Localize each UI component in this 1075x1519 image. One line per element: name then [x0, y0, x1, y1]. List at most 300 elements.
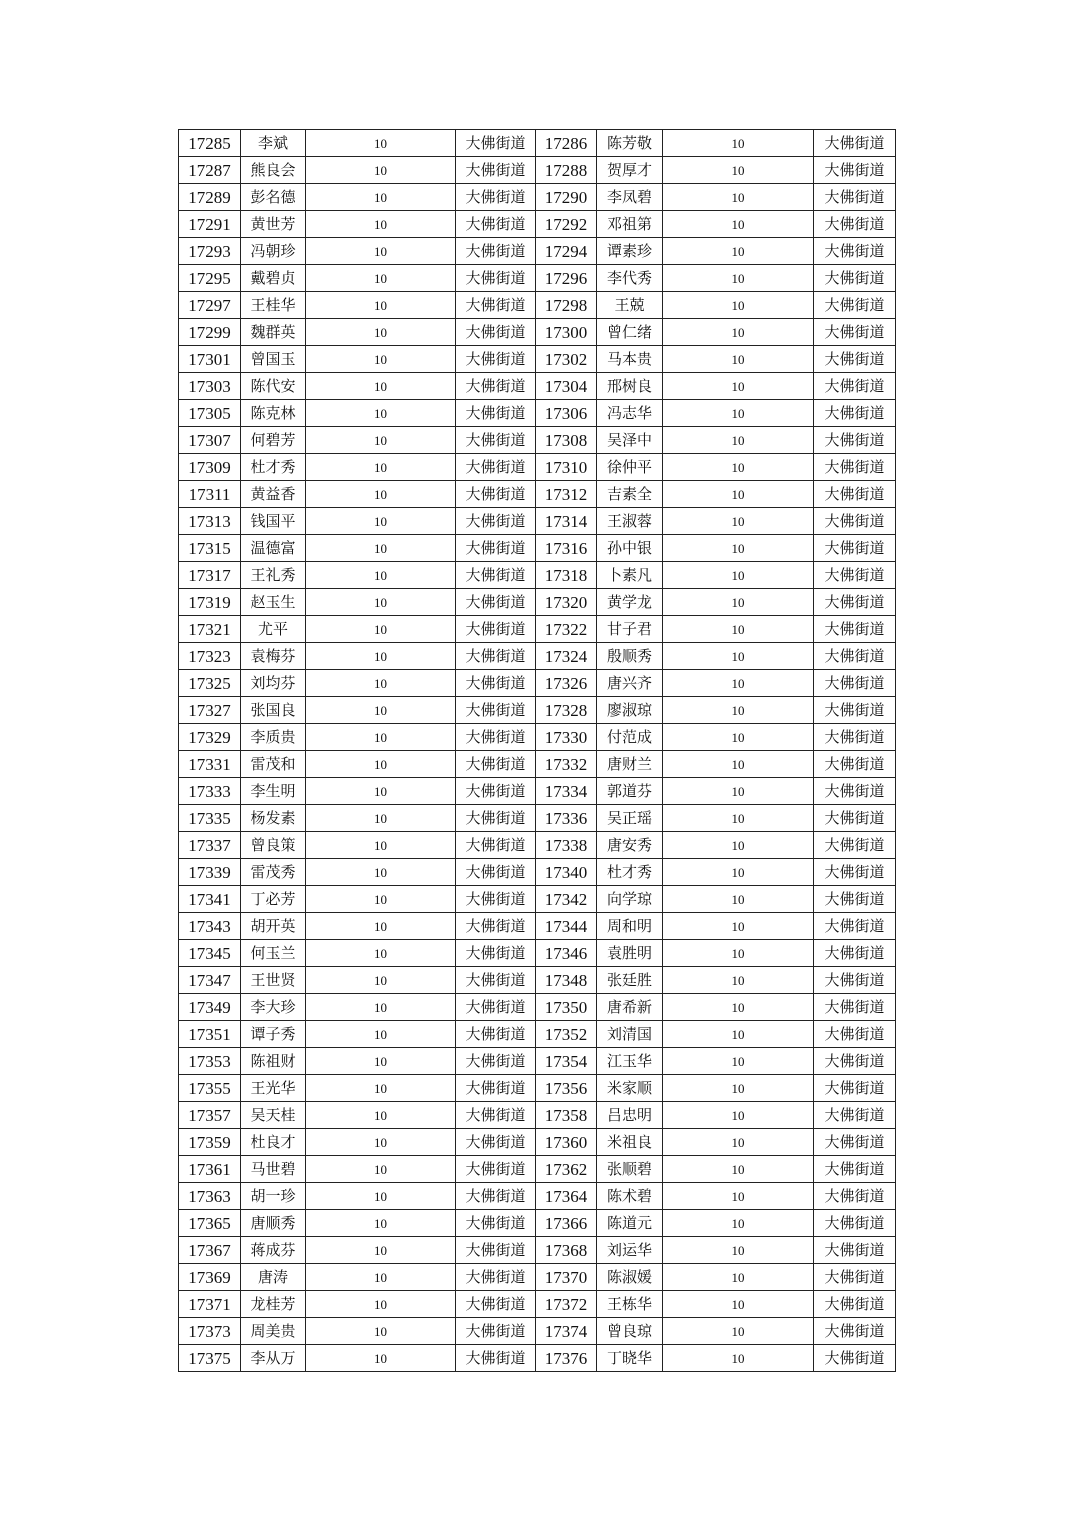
street-cell: 大佛街道 — [814, 724, 896, 751]
street-cell: 大佛街道 — [456, 643, 536, 670]
street-cell: 大佛街道 — [814, 130, 896, 157]
record-number-cell: 17341 — [179, 886, 241, 913]
record-number-cell: 17339 — [179, 859, 241, 886]
person-name-cell: 王兢 — [597, 292, 663, 319]
record-number-cell: 17318 — [536, 562, 597, 589]
street-cell: 大佛街道 — [814, 751, 896, 778]
person-name-cell: 廖淑琼 — [597, 697, 663, 724]
table-row — [179, 373, 896, 400]
street-cell: 大佛街道 — [814, 1102, 896, 1129]
amount-cell: 10 — [663, 292, 814, 319]
street-cell: 大佛街道 — [456, 535, 536, 562]
record-number-cell: 17330 — [536, 724, 597, 751]
person-name-cell: 袁胜明 — [597, 940, 663, 967]
amount-cell: 10 — [306, 940, 456, 967]
person-name-cell: 蒋成芬 — [241, 1237, 306, 1264]
table-row — [179, 697, 896, 724]
person-name-cell: 李代秀 — [597, 265, 663, 292]
person-name-cell: 吴天桂 — [241, 1102, 306, 1129]
person-name-cell: 赵玉生 — [241, 589, 306, 616]
amount-cell: 10 — [306, 994, 456, 1021]
amount-cell: 10 — [663, 589, 814, 616]
amount-cell: 10 — [306, 346, 456, 373]
street-cell: 大佛街道 — [456, 967, 536, 994]
record-number-cell: 17297 — [179, 292, 241, 319]
person-name-cell: 何碧芳 — [241, 427, 306, 454]
amount-cell: 10 — [663, 481, 814, 508]
record-number-cell: 17357 — [179, 1102, 241, 1129]
amount-cell: 10 — [306, 778, 456, 805]
street-cell: 大佛街道 — [814, 1048, 896, 1075]
table-row — [179, 778, 896, 805]
amount-cell: 10 — [663, 724, 814, 751]
record-number-cell: 17350 — [536, 994, 597, 1021]
record-number-cell: 17324 — [536, 643, 597, 670]
amount-cell: 10 — [663, 454, 814, 481]
street-cell: 大佛街道 — [814, 481, 896, 508]
person-name-cell: 黄世芳 — [241, 211, 306, 238]
street-cell: 大佛街道 — [814, 670, 896, 697]
record-number-cell: 17364 — [536, 1183, 597, 1210]
street-cell: 大佛街道 — [456, 265, 536, 292]
street-cell: 大佛街道 — [456, 1183, 536, 1210]
street-cell: 大佛街道 — [456, 1075, 536, 1102]
street-cell: 大佛街道 — [456, 778, 536, 805]
table-row — [179, 454, 896, 481]
table-row — [179, 1345, 896, 1372]
person-name-cell: 马世碧 — [241, 1156, 306, 1183]
table-row — [179, 508, 896, 535]
amount-cell: 10 — [306, 1021, 456, 1048]
amount-cell: 10 — [663, 1075, 814, 1102]
street-cell: 大佛街道 — [456, 1102, 536, 1129]
table-row — [179, 211, 896, 238]
street-cell: 大佛街道 — [814, 940, 896, 967]
record-number-cell: 17303 — [179, 373, 241, 400]
street-cell: 大佛街道 — [814, 1345, 896, 1372]
record-number-cell: 17363 — [179, 1183, 241, 1210]
person-name-cell: 甘子君 — [597, 616, 663, 643]
street-cell: 大佛街道 — [456, 697, 536, 724]
record-number-cell: 17296 — [536, 265, 597, 292]
person-name-cell: 熊良会 — [241, 157, 306, 184]
street-cell: 大佛街道 — [456, 1291, 536, 1318]
table-row — [179, 535, 896, 562]
amount-cell: 10 — [306, 1102, 456, 1129]
street-cell: 大佛街道 — [814, 1129, 896, 1156]
street-cell: 大佛街道 — [456, 319, 536, 346]
record-number-cell: 17358 — [536, 1102, 597, 1129]
amount-cell: 10 — [663, 1156, 814, 1183]
person-name-cell: 陈术碧 — [597, 1183, 663, 1210]
amount-cell: 10 — [663, 886, 814, 913]
person-name-cell: 王淑蓉 — [597, 508, 663, 535]
street-cell: 大佛街道 — [814, 805, 896, 832]
street-cell: 大佛街道 — [814, 1291, 896, 1318]
person-name-cell: 唐顺秀 — [241, 1210, 306, 1237]
record-number-cell: 17302 — [536, 346, 597, 373]
person-name-cell: 雷茂秀 — [241, 859, 306, 886]
amount-cell: 10 — [663, 1129, 814, 1156]
person-name-cell: 刘运华 — [597, 1237, 663, 1264]
street-cell: 大佛街道 — [456, 292, 536, 319]
person-name-cell: 周和明 — [597, 913, 663, 940]
amount-cell: 10 — [663, 670, 814, 697]
amount-cell: 10 — [306, 967, 456, 994]
record-number-cell: 17288 — [536, 157, 597, 184]
record-number-cell: 17289 — [179, 184, 241, 211]
amount-cell: 10 — [663, 1183, 814, 1210]
amount-cell: 10 — [306, 265, 456, 292]
amount-cell: 10 — [663, 1345, 814, 1372]
person-name-cell: 李生明 — [241, 778, 306, 805]
street-cell: 大佛街道 — [456, 211, 536, 238]
person-name-cell: 唐兴齐 — [597, 670, 663, 697]
street-cell: 大佛街道 — [814, 373, 896, 400]
person-name-cell: 杨发素 — [241, 805, 306, 832]
table-row — [179, 994, 896, 1021]
record-number-cell: 17323 — [179, 643, 241, 670]
amount-cell: 10 — [306, 589, 456, 616]
person-name-cell: 王礼秀 — [241, 562, 306, 589]
person-name-cell: 陈淑媛 — [597, 1264, 663, 1291]
street-cell: 大佛街道 — [814, 265, 896, 292]
table-row — [179, 1102, 896, 1129]
table-row — [179, 1129, 896, 1156]
table-row — [179, 967, 896, 994]
street-cell: 大佛街道 — [456, 427, 536, 454]
table-row — [179, 832, 896, 859]
table-row — [179, 157, 896, 184]
record-number-cell: 17376 — [536, 1345, 597, 1372]
record-number-cell: 17306 — [536, 400, 597, 427]
person-name-cell: 张国良 — [241, 697, 306, 724]
street-cell: 大佛街道 — [456, 238, 536, 265]
amount-cell: 10 — [663, 643, 814, 670]
person-name-cell: 王世贤 — [241, 967, 306, 994]
record-number-cell: 17305 — [179, 400, 241, 427]
amount-cell: 10 — [306, 643, 456, 670]
street-cell: 大佛街道 — [814, 427, 896, 454]
person-name-cell: 戴碧贞 — [241, 265, 306, 292]
amount-cell: 10 — [663, 1021, 814, 1048]
amount-cell: 10 — [306, 805, 456, 832]
person-name-cell: 郭道芬 — [597, 778, 663, 805]
record-number-cell: 17345 — [179, 940, 241, 967]
record-number-cell: 17334 — [536, 778, 597, 805]
table-row — [179, 346, 896, 373]
amount-cell: 10 — [663, 859, 814, 886]
amount-cell: 10 — [663, 211, 814, 238]
record-number-cell: 17365 — [179, 1210, 241, 1237]
record-number-cell: 17316 — [536, 535, 597, 562]
record-number-cell: 17361 — [179, 1156, 241, 1183]
table-row — [179, 913, 896, 940]
amount-cell: 10 — [663, 967, 814, 994]
person-name-cell: 陈祖财 — [241, 1048, 306, 1075]
record-number-cell: 17371 — [179, 1291, 241, 1318]
record-number-cell: 17336 — [536, 805, 597, 832]
amount-cell: 10 — [663, 427, 814, 454]
street-cell: 大佛街道 — [814, 1210, 896, 1237]
amount-cell: 10 — [306, 292, 456, 319]
person-name-cell: 张顺碧 — [597, 1156, 663, 1183]
amount-cell: 10 — [306, 616, 456, 643]
street-cell: 大佛街道 — [456, 994, 536, 1021]
record-number-cell: 17329 — [179, 724, 241, 751]
amount-cell: 10 — [663, 1237, 814, 1264]
street-cell: 大佛街道 — [456, 481, 536, 508]
record-number-cell: 17347 — [179, 967, 241, 994]
record-number-cell: 17292 — [536, 211, 597, 238]
street-cell: 大佛街道 — [814, 643, 896, 670]
person-name-cell: 唐安秀 — [597, 832, 663, 859]
person-name-cell: 黄学龙 — [597, 589, 663, 616]
person-name-cell: 曾良琼 — [597, 1318, 663, 1345]
table-row — [179, 1183, 896, 1210]
record-number-cell: 17298 — [536, 292, 597, 319]
street-cell: 大佛街道 — [456, 724, 536, 751]
amount-cell: 10 — [663, 400, 814, 427]
person-name-cell: 吴正瑶 — [597, 805, 663, 832]
amount-cell: 10 — [306, 886, 456, 913]
table-row — [179, 238, 896, 265]
street-cell: 大佛街道 — [456, 400, 536, 427]
record-number-cell: 17287 — [179, 157, 241, 184]
street-cell: 大佛街道 — [456, 805, 536, 832]
record-number-cell: 17344 — [536, 913, 597, 940]
amount-cell: 10 — [663, 1291, 814, 1318]
person-name-cell: 胡一珍 — [241, 1183, 306, 1210]
record-number-cell: 17348 — [536, 967, 597, 994]
street-cell: 大佛街道 — [456, 616, 536, 643]
amount-cell: 10 — [306, 1345, 456, 1372]
person-name-cell: 付范成 — [597, 724, 663, 751]
record-number-cell: 17343 — [179, 913, 241, 940]
table-row — [179, 265, 896, 292]
person-name-cell: 李大珍 — [241, 994, 306, 1021]
record-number-cell: 17352 — [536, 1021, 597, 1048]
person-name-cell: 吴泽中 — [597, 427, 663, 454]
record-number-cell: 17349 — [179, 994, 241, 1021]
person-name-cell: 杜才秀 — [241, 454, 306, 481]
person-name-cell: 何玉兰 — [241, 940, 306, 967]
amount-cell: 10 — [306, 562, 456, 589]
amount-cell: 10 — [663, 778, 814, 805]
person-name-cell: 贺厚才 — [597, 157, 663, 184]
table-row — [179, 562, 896, 589]
amount-cell: 10 — [306, 454, 456, 481]
amount-cell: 10 — [663, 616, 814, 643]
record-number-cell: 17335 — [179, 805, 241, 832]
record-number-cell: 17320 — [536, 589, 597, 616]
record-number-cell: 17307 — [179, 427, 241, 454]
amount-cell: 10 — [663, 697, 814, 724]
record-number-cell: 17337 — [179, 832, 241, 859]
person-name-cell: 殷顺秀 — [597, 643, 663, 670]
amount-cell: 10 — [306, 1183, 456, 1210]
table-row — [179, 481, 896, 508]
person-name-cell: 邢树良 — [597, 373, 663, 400]
table-row — [179, 1156, 896, 1183]
roster-table-body — [179, 130, 896, 1372]
person-name-cell: 曾国玉 — [241, 346, 306, 373]
amount-cell: 10 — [663, 940, 814, 967]
amount-cell: 10 — [306, 1075, 456, 1102]
person-name-cell: 龙桂芳 — [241, 1291, 306, 1318]
street-cell: 大佛街道 — [456, 1264, 536, 1291]
table-row — [179, 643, 896, 670]
person-name-cell: 周美贵 — [241, 1318, 306, 1345]
person-name-cell: 袁梅芬 — [241, 643, 306, 670]
street-cell: 大佛街道 — [814, 292, 896, 319]
record-number-cell: 17327 — [179, 697, 241, 724]
person-name-cell: 李质贵 — [241, 724, 306, 751]
street-cell: 大佛街道 — [814, 778, 896, 805]
street-cell: 大佛街道 — [456, 508, 536, 535]
street-cell: 大佛街道 — [814, 589, 896, 616]
person-name-cell: 马本贵 — [597, 346, 663, 373]
street-cell: 大佛街道 — [814, 1075, 896, 1102]
street-cell: 大佛街道 — [456, 1318, 536, 1345]
record-number-cell: 17338 — [536, 832, 597, 859]
record-number-cell: 17293 — [179, 238, 241, 265]
street-cell: 大佛街道 — [814, 859, 896, 886]
table-row — [179, 940, 896, 967]
record-number-cell: 17366 — [536, 1210, 597, 1237]
table-row — [179, 319, 896, 346]
street-cell: 大佛街道 — [814, 967, 896, 994]
record-number-cell: 17310 — [536, 454, 597, 481]
record-number-cell: 17369 — [179, 1264, 241, 1291]
amount-cell: 10 — [663, 1102, 814, 1129]
person-name-cell: 曾良策 — [241, 832, 306, 859]
amount-cell: 10 — [663, 805, 814, 832]
record-number-cell: 17308 — [536, 427, 597, 454]
street-cell: 大佛街道 — [456, 1048, 536, 1075]
street-cell: 大佛街道 — [456, 1021, 536, 1048]
table-row — [179, 751, 896, 778]
person-name-cell: 丁必芳 — [241, 886, 306, 913]
amount-cell: 10 — [663, 751, 814, 778]
person-name-cell: 魏群英 — [241, 319, 306, 346]
record-number-cell: 17372 — [536, 1291, 597, 1318]
street-cell: 大佛街道 — [456, 940, 536, 967]
person-name-cell: 唐希新 — [597, 994, 663, 1021]
street-cell: 大佛街道 — [814, 157, 896, 184]
street-cell: 大佛街道 — [814, 238, 896, 265]
record-number-cell: 17355 — [179, 1075, 241, 1102]
table-row — [179, 1075, 896, 1102]
street-cell: 大佛街道 — [456, 1345, 536, 1372]
amount-cell: 10 — [306, 427, 456, 454]
street-cell: 大佛街道 — [814, 1183, 896, 1210]
record-number-cell: 17311 — [179, 481, 241, 508]
street-cell: 大佛街道 — [456, 859, 536, 886]
person-name-cell: 刘清国 — [597, 1021, 663, 1048]
amount-cell: 10 — [306, 751, 456, 778]
table-row — [179, 184, 896, 211]
person-name-cell: 黄益香 — [241, 481, 306, 508]
amount-cell: 10 — [306, 859, 456, 886]
amount-cell: 10 — [306, 535, 456, 562]
record-number-cell: 17322 — [536, 616, 597, 643]
record-number-cell: 17294 — [536, 238, 597, 265]
record-number-cell: 17295 — [179, 265, 241, 292]
amount-cell: 10 — [663, 994, 814, 1021]
amount-cell: 10 — [663, 319, 814, 346]
table-row — [179, 805, 896, 832]
table-row — [179, 1318, 896, 1345]
record-number-cell: 17331 — [179, 751, 241, 778]
record-number-cell: 17312 — [536, 481, 597, 508]
record-number-cell: 17317 — [179, 562, 241, 589]
person-name-cell: 张廷胜 — [597, 967, 663, 994]
table-row — [179, 1048, 896, 1075]
amount-cell: 10 — [306, 130, 456, 157]
record-number-cell: 17374 — [536, 1318, 597, 1345]
record-number-cell: 17370 — [536, 1264, 597, 1291]
person-name-cell: 李斌 — [241, 130, 306, 157]
person-name-cell: 吕忠明 — [597, 1102, 663, 1129]
amount-cell: 10 — [663, 265, 814, 292]
street-cell: 大佛街道 — [814, 994, 896, 1021]
table-row — [179, 670, 896, 697]
person-name-cell: 陈芳敬 — [597, 130, 663, 157]
street-cell: 大佛街道 — [814, 697, 896, 724]
amount-cell: 10 — [306, 238, 456, 265]
person-name-cell: 刘均芬 — [241, 670, 306, 697]
street-cell: 大佛街道 — [456, 454, 536, 481]
table-row — [179, 859, 896, 886]
amount-cell: 10 — [306, 157, 456, 184]
person-name-cell: 向学琼 — [597, 886, 663, 913]
record-number-cell: 17346 — [536, 940, 597, 967]
street-cell: 大佛街道 — [456, 1156, 536, 1183]
street-cell: 大佛街道 — [456, 886, 536, 913]
record-number-cell: 17328 — [536, 697, 597, 724]
person-name-cell: 徐仲平 — [597, 454, 663, 481]
record-number-cell: 17315 — [179, 535, 241, 562]
street-cell: 大佛街道 — [456, 589, 536, 616]
person-name-cell: 卜素凡 — [597, 562, 663, 589]
person-name-cell: 陈代安 — [241, 373, 306, 400]
amount-cell: 10 — [306, 724, 456, 751]
amount-cell: 10 — [663, 184, 814, 211]
person-name-cell: 胡开英 — [241, 913, 306, 940]
amount-cell: 10 — [663, 913, 814, 940]
street-cell: 大佛街道 — [814, 454, 896, 481]
table-row — [179, 1210, 896, 1237]
street-cell: 大佛街道 — [814, 1264, 896, 1291]
street-cell: 大佛街道 — [814, 886, 896, 913]
amount-cell: 10 — [306, 211, 456, 238]
street-cell: 大佛街道 — [456, 1237, 536, 1264]
street-cell: 大佛街道 — [456, 1129, 536, 1156]
person-name-cell: 尤平 — [241, 616, 306, 643]
person-name-cell: 丁晓华 — [597, 1345, 663, 1372]
record-number-cell: 17351 — [179, 1021, 241, 1048]
amount-cell: 10 — [306, 1129, 456, 1156]
person-name-cell: 唐涛 — [241, 1264, 306, 1291]
record-number-cell: 17326 — [536, 670, 597, 697]
street-cell: 大佛街道 — [456, 913, 536, 940]
roster-table — [178, 129, 896, 1372]
street-cell: 大佛街道 — [814, 400, 896, 427]
record-number-cell: 17299 — [179, 319, 241, 346]
street-cell: 大佛街道 — [814, 832, 896, 859]
street-cell: 大佛街道 — [814, 508, 896, 535]
